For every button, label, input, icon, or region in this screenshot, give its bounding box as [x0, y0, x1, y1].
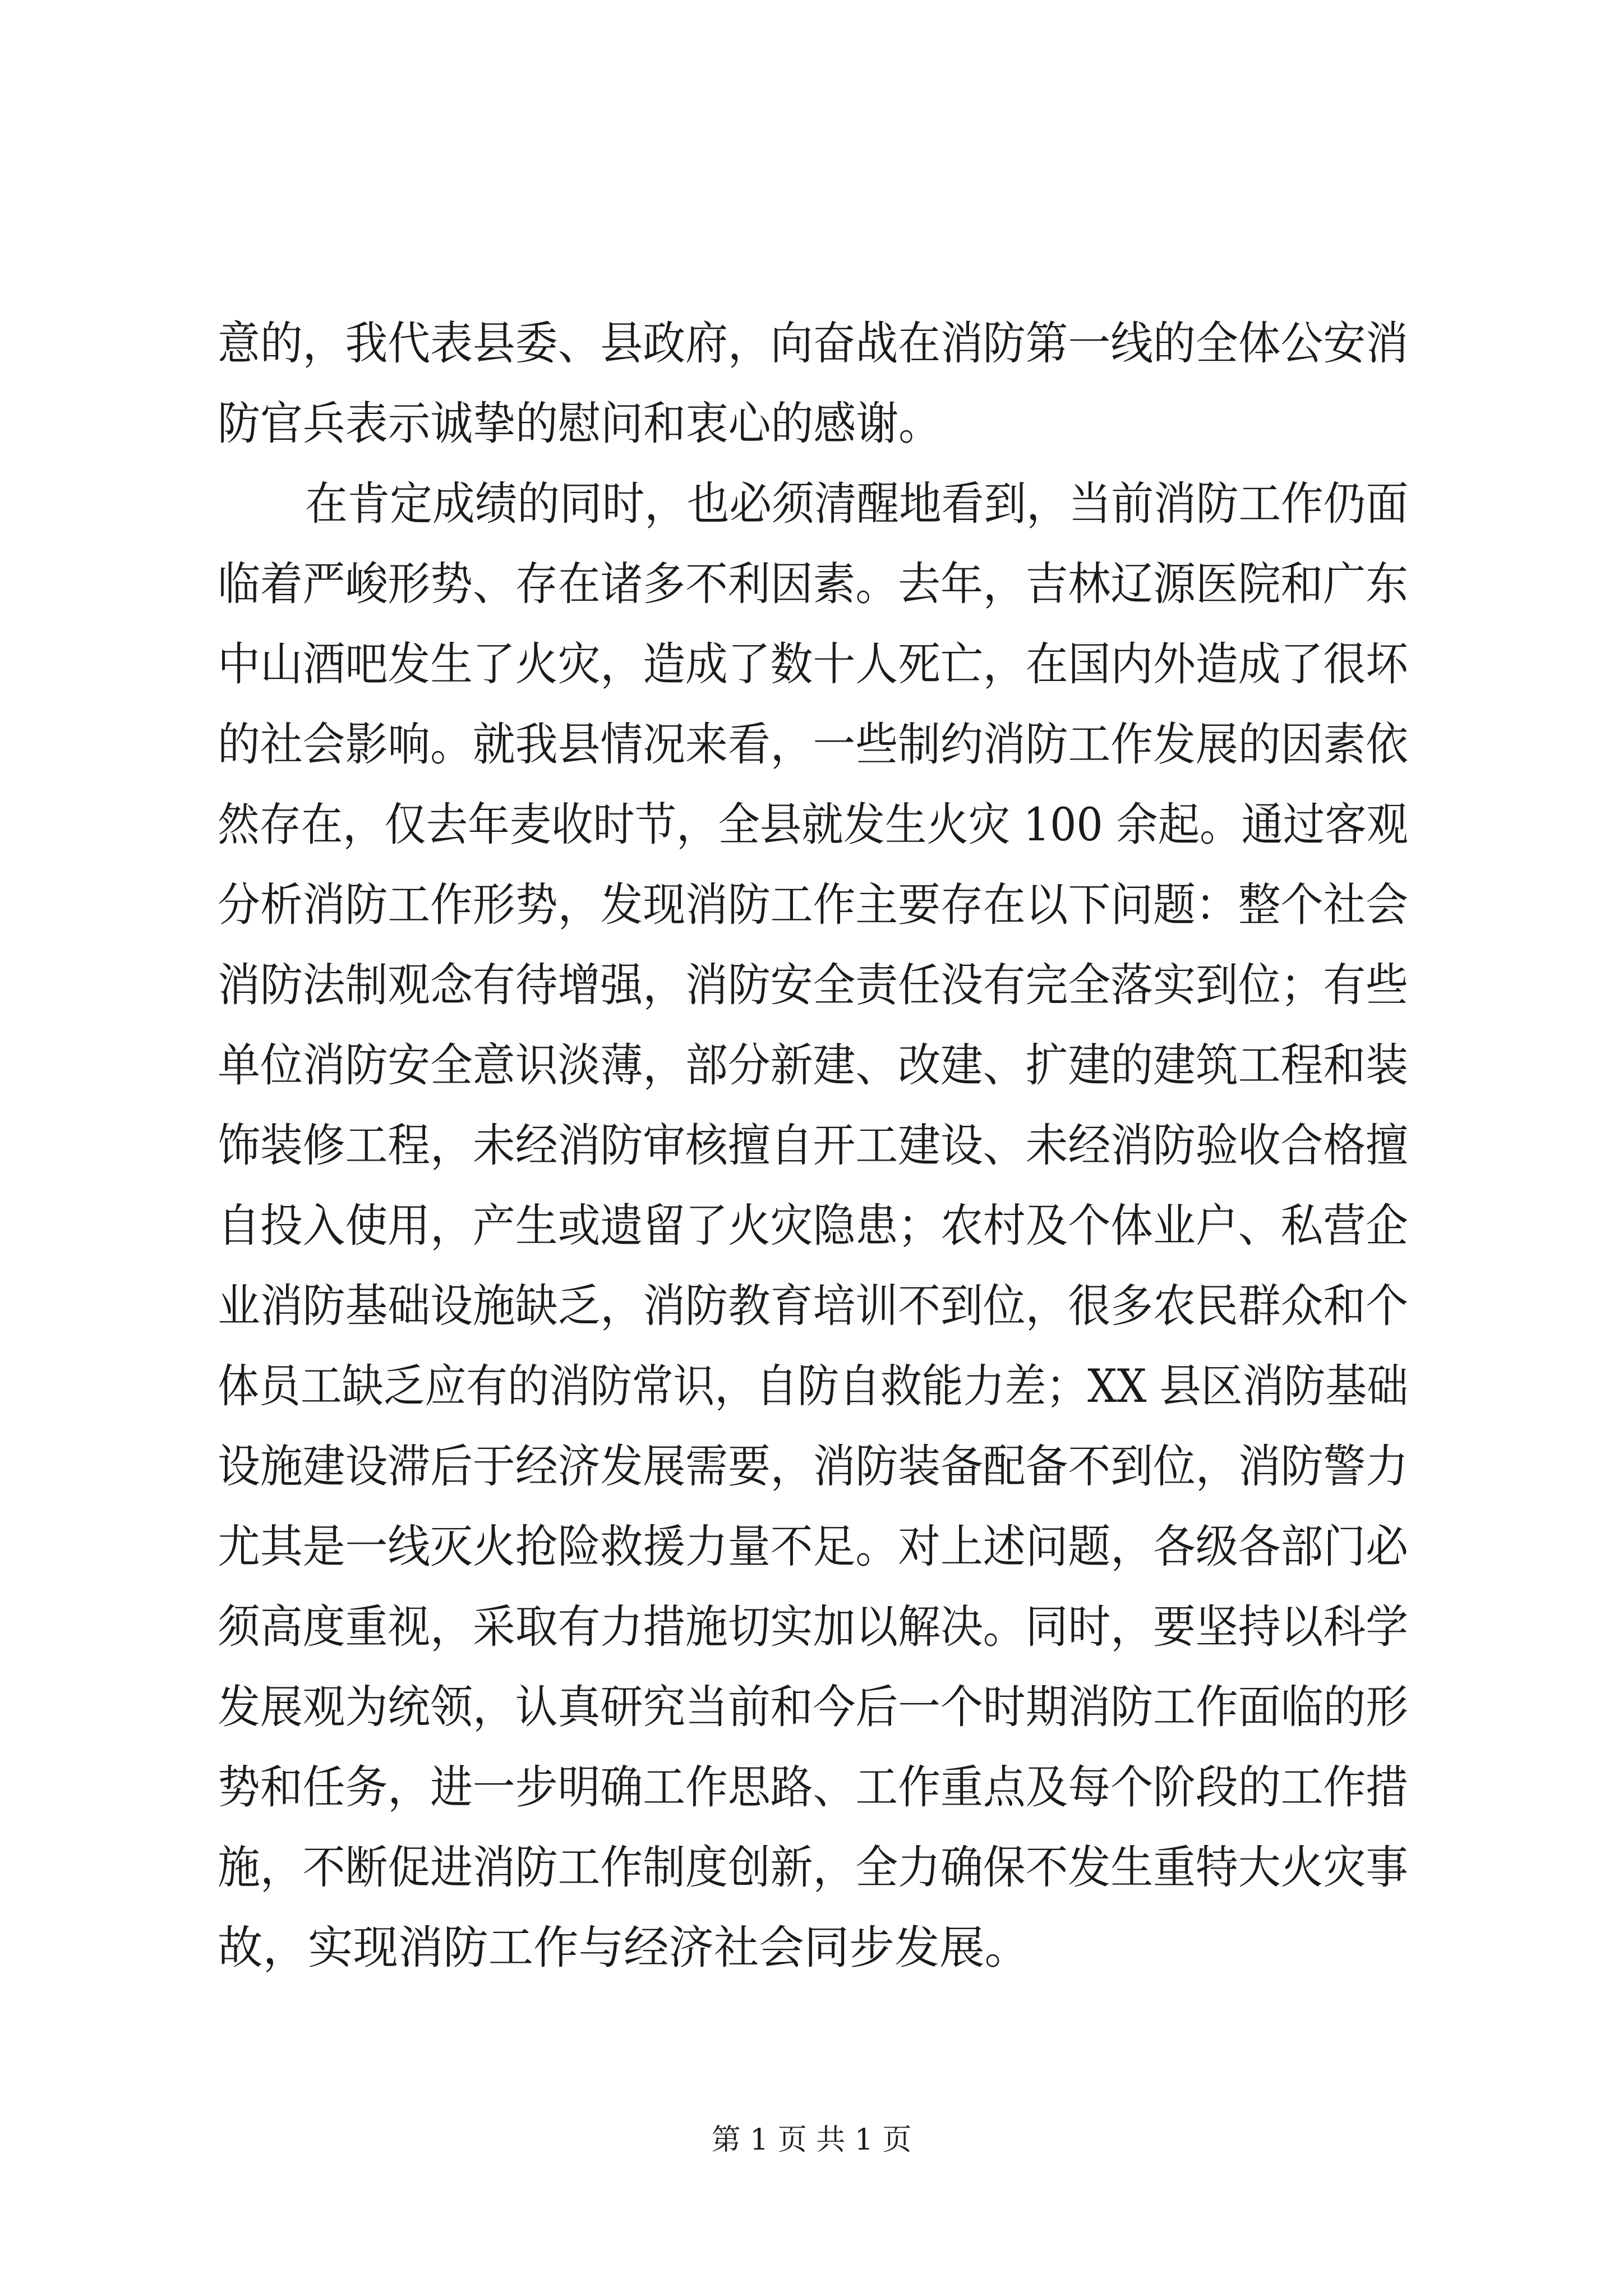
text-line	[0, 705, 1623, 785]
text-line-content: 发展观为统领，认真研究当前和今后一个时期消防工作面临的形	[218, 1681, 1408, 1734]
text-line-content: 防官兵表示诚挚的慰问和衷心的感谢。	[218, 398, 941, 450]
text-line	[0, 1026, 1623, 1106]
text-line	[0, 1507, 1623, 1588]
text-line-content: 在肯定成绩的同时，也必须清醒地看到，当前消防工作仍面	[305, 478, 1408, 531]
text-line-content: 势和任务，进一步明确工作思路、工作重点及每个阶段的工作措	[218, 1761, 1408, 1814]
text-line	[0, 1828, 1623, 1908]
text-line-content: 业消防基础设施缺乏，消防教育培训不到位，很多农民群众和个	[218, 1280, 1408, 1333]
text-line-content: 故，实现消防工作与经济社会同步发展。	[218, 1922, 1030, 1975]
text-line	[0, 946, 1623, 1026]
text-line	[0, 1267, 1623, 1347]
text-line-content: 分析消防工作形势，发现消防工作主要存在以下问题：整个社会	[218, 879, 1408, 932]
text-line	[0, 1106, 1623, 1186]
text-line	[0, 1347, 1623, 1427]
text-line-content: 施，不断促进消防工作制度创新，全力确保不发生重特大火灾事	[218, 1842, 1408, 1894]
text-line	[0, 545, 1623, 625]
text-line	[0, 625, 1623, 705]
text-line-content: 自投入使用，产生或遗留了火灾隐患；农村及个体业户、私营企	[218, 1200, 1408, 1253]
page-number-footer: 第 1 页 共 1 页	[711, 2123, 912, 2157]
text-line-content: 然存在，仅去年麦收时节，全县就发生火灾 100 余起。通过客观	[218, 799, 1408, 852]
text-line	[0, 1668, 1623, 1748]
text-line	[0, 785, 1623, 866]
text-line-content: 临着严峻形势、存在诸多不利因素。去年，吉林辽源医院和广东	[218, 558, 1408, 611]
text-line-content: 设施建设滞后于经济发展需要，消防装备配备不到位，消防警力	[218, 1441, 1408, 1493]
text-line-content: 体员工缺乏应有的消防常识，自防自救能力差；XX 县区消防基础	[218, 1360, 1408, 1413]
text-line-content: 意的，我代表县委、县政府，向奋战在消防第一线的全体公安消	[218, 318, 1408, 370]
text-line	[0, 1588, 1623, 1668]
text-line	[0, 384, 1623, 464]
text-line-content: 单位消防安全意识淡薄，部分新建、改建、扩建的建筑工程和装	[218, 1039, 1408, 1092]
text-line-content: 饰装修工程，未经消防审核擅自开工建设、未经消防验收合格擅	[218, 1120, 1408, 1172]
text-line-content: 尤其是一线灭火抢险救援力量不足。对上述问题，各级各部门必	[218, 1521, 1408, 1573]
text-line	[0, 304, 1623, 384]
text-line	[0, 1908, 1623, 1989]
text-line-content: 的社会影响。就我县情况来看，一些制约消防工作发展的因素依	[218, 719, 1408, 771]
text-line-content: 中山酒吧发生了火灾，造成了数十人死亡，在国内外造成了很坏	[218, 638, 1408, 691]
text-line	[0, 1427, 1623, 1507]
text-line	[0, 1748, 1623, 1828]
text-line	[0, 464, 1623, 545]
text-line-content: 消防法制观念有待增强，消防安全责任没有完全落实到位；有些	[218, 959, 1408, 1012]
text-line	[0, 1186, 1623, 1267]
text-line	[0, 866, 1623, 946]
text-line-content: 须高度重视，采取有力措施切实加以解决。同时，要坚持以科学	[218, 1601, 1408, 1654]
